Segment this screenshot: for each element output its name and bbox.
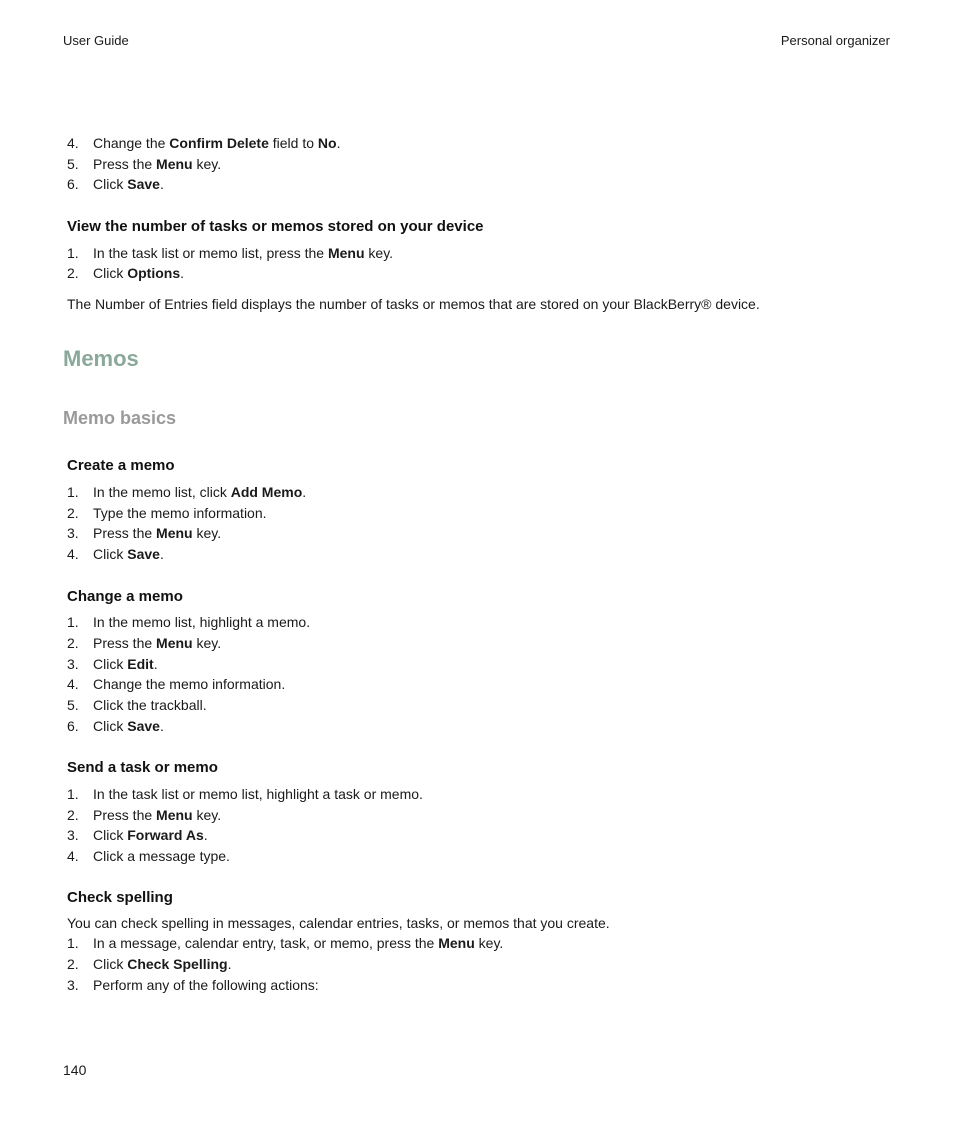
list-item: 6. Click Save.	[67, 718, 164, 734]
list-item: 2. Press the Menu key.	[67, 635, 222, 651]
list-item: 5. Press the Menu key.	[67, 156, 222, 172]
note-paragraph: The Number of Entries field displays the number of tasks or memos that are stored on your BlackBerry® device.	[67, 296, 760, 312]
list-item: 3. Press the Menu key.	[67, 525, 222, 541]
page-number: 140	[63, 1062, 87, 1078]
task-heading-create-memo: Create a memo	[67, 457, 175, 474]
task-heading-check-spelling: Check spelling	[67, 889, 173, 906]
list-item: 1. In a message, calendar entry, task, or memo, press the Menu key.	[67, 935, 504, 951]
list-item: 4. Click Save.	[67, 546, 164, 562]
list-item: 4. Change the memo information.	[67, 676, 286, 692]
list-item: 6. Click Save.	[67, 176, 164, 192]
list-item: 2. Press the Menu key.	[67, 807, 222, 823]
list-item: 4. Change the Confirm Delete field to No.	[67, 135, 341, 151]
list-item: 3. Perform any of the following actions:	[67, 977, 319, 993]
chapter-title: Memos	[63, 346, 139, 371]
running-header-left: User Guide	[63, 33, 129, 48]
list-item: 3. Click Edit.	[67, 656, 158, 672]
list-item: 3. Click Forward As.	[67, 827, 208, 843]
list-item: 4. Click a message type.	[67, 848, 230, 864]
list-item: 1. In the memo list, highlight a memo.	[67, 614, 311, 630]
list-item: 2. Type the memo information.	[67, 505, 267, 521]
list-item: 5. Click the trackball.	[67, 697, 207, 713]
section-title: Memo basics	[63, 408, 177, 428]
list-item: 1. In the memo list, click Add Memo.	[67, 484, 307, 500]
intro-paragraph: You can check spelling in messages, calendar entries, tasks, or memos that you create.	[67, 915, 610, 931]
list-item: 1. In the task list or memo list, highlight a task or memo.	[67, 786, 423, 802]
list-item: 2. Click Options.	[67, 265, 185, 281]
list-item: 1. In the task list or memo list, press the Menu key.	[67, 245, 394, 261]
list-item: 2. Click Check Spelling.	[67, 956, 232, 972]
running-header-right: Personal organizer	[780, 33, 890, 48]
task-heading-send-task: Send a task or memo	[67, 759, 218, 776]
task-heading-change-memo: Change a memo	[67, 588, 183, 605]
task-heading-view-count: View the number of tasks or memos stored on your device	[67, 218, 484, 235]
